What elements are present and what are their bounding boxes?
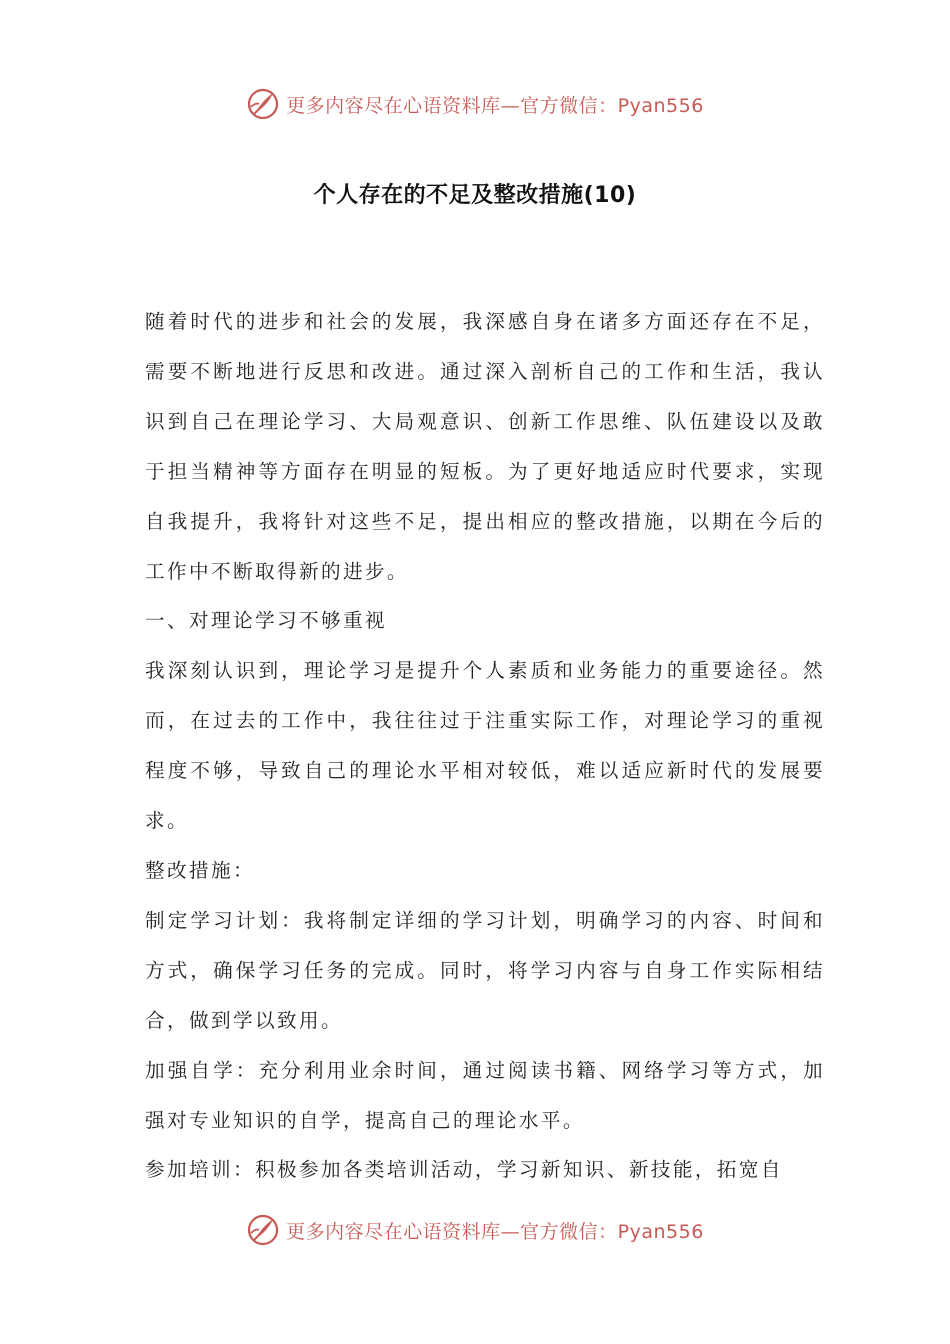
feather-pen-logo-icon	[246, 87, 280, 121]
section-heading: 一、对理论学习不够重视	[145, 609, 387, 633]
measure-item: 加强自学：充分利用业余时间，通过阅读书籍、网络学习等方式，加强对专业知识的自学，提高自己的理论水平。	[145, 1058, 825, 1132]
watermark-label: 更多内容尽在心语资料库—官方微信：	[286, 1220, 618, 1243]
measures-heading: 整改措施：	[145, 858, 255, 882]
watermark-wechat-id: Pyan556	[617, 1220, 704, 1243]
intro-paragraph: 随着时代的进步和社会的发展，我深感自身在诸多方面还存在不足，需要不断地进行反思和改进。通过深入剖析自己的工作和生活，我认识到自己在理论学习、大局观意识、创新工作思维、队伍建设以及敢于担当精神等方面存在明显的短板。为了更好地适应时代要求，实现自我提升，我将针对这些不足，提出相应的整改措施，以期在今后的工作中不断取得新的进步。	[145, 310, 825, 583]
watermark-wechat-id: Pyan556	[617, 94, 704, 117]
header-watermark	[0, 84, 950, 124]
measure-item: 参加培训：积极参加各类培训活动，学习新知识、新技能，拓宽自	[145, 1158, 783, 1182]
document-body	[145, 297, 825, 1195]
document-title: 个人存在的不足及整改措施(10)	[313, 183, 637, 208]
watermark-text	[286, 91, 704, 118]
watermark-label: 更多内容尽在心语资料库—官方微信：	[286, 94, 618, 117]
footer-watermark	[0, 1210, 950, 1250]
feather-pen-logo-icon	[246, 1213, 280, 1247]
watermark-text	[286, 1217, 704, 1244]
body-paragraph: 我深刻认识到，理论学习是提升个人素质和业务能力的重要途径。然而，在过去的工作中，我往往过于注重实际工作，对理论学习的重视程度不够，导致自己的理论水平相对较低，难以适应新时代的发展要求。	[145, 659, 825, 833]
measure-item: 制定学习计划：我将制定详细的学习计划，明确学习的内容、时间和方式，确保学习任务的完成。同时，将学习内容与自身工作实际相结合，做到学以致用。	[145, 908, 825, 1032]
